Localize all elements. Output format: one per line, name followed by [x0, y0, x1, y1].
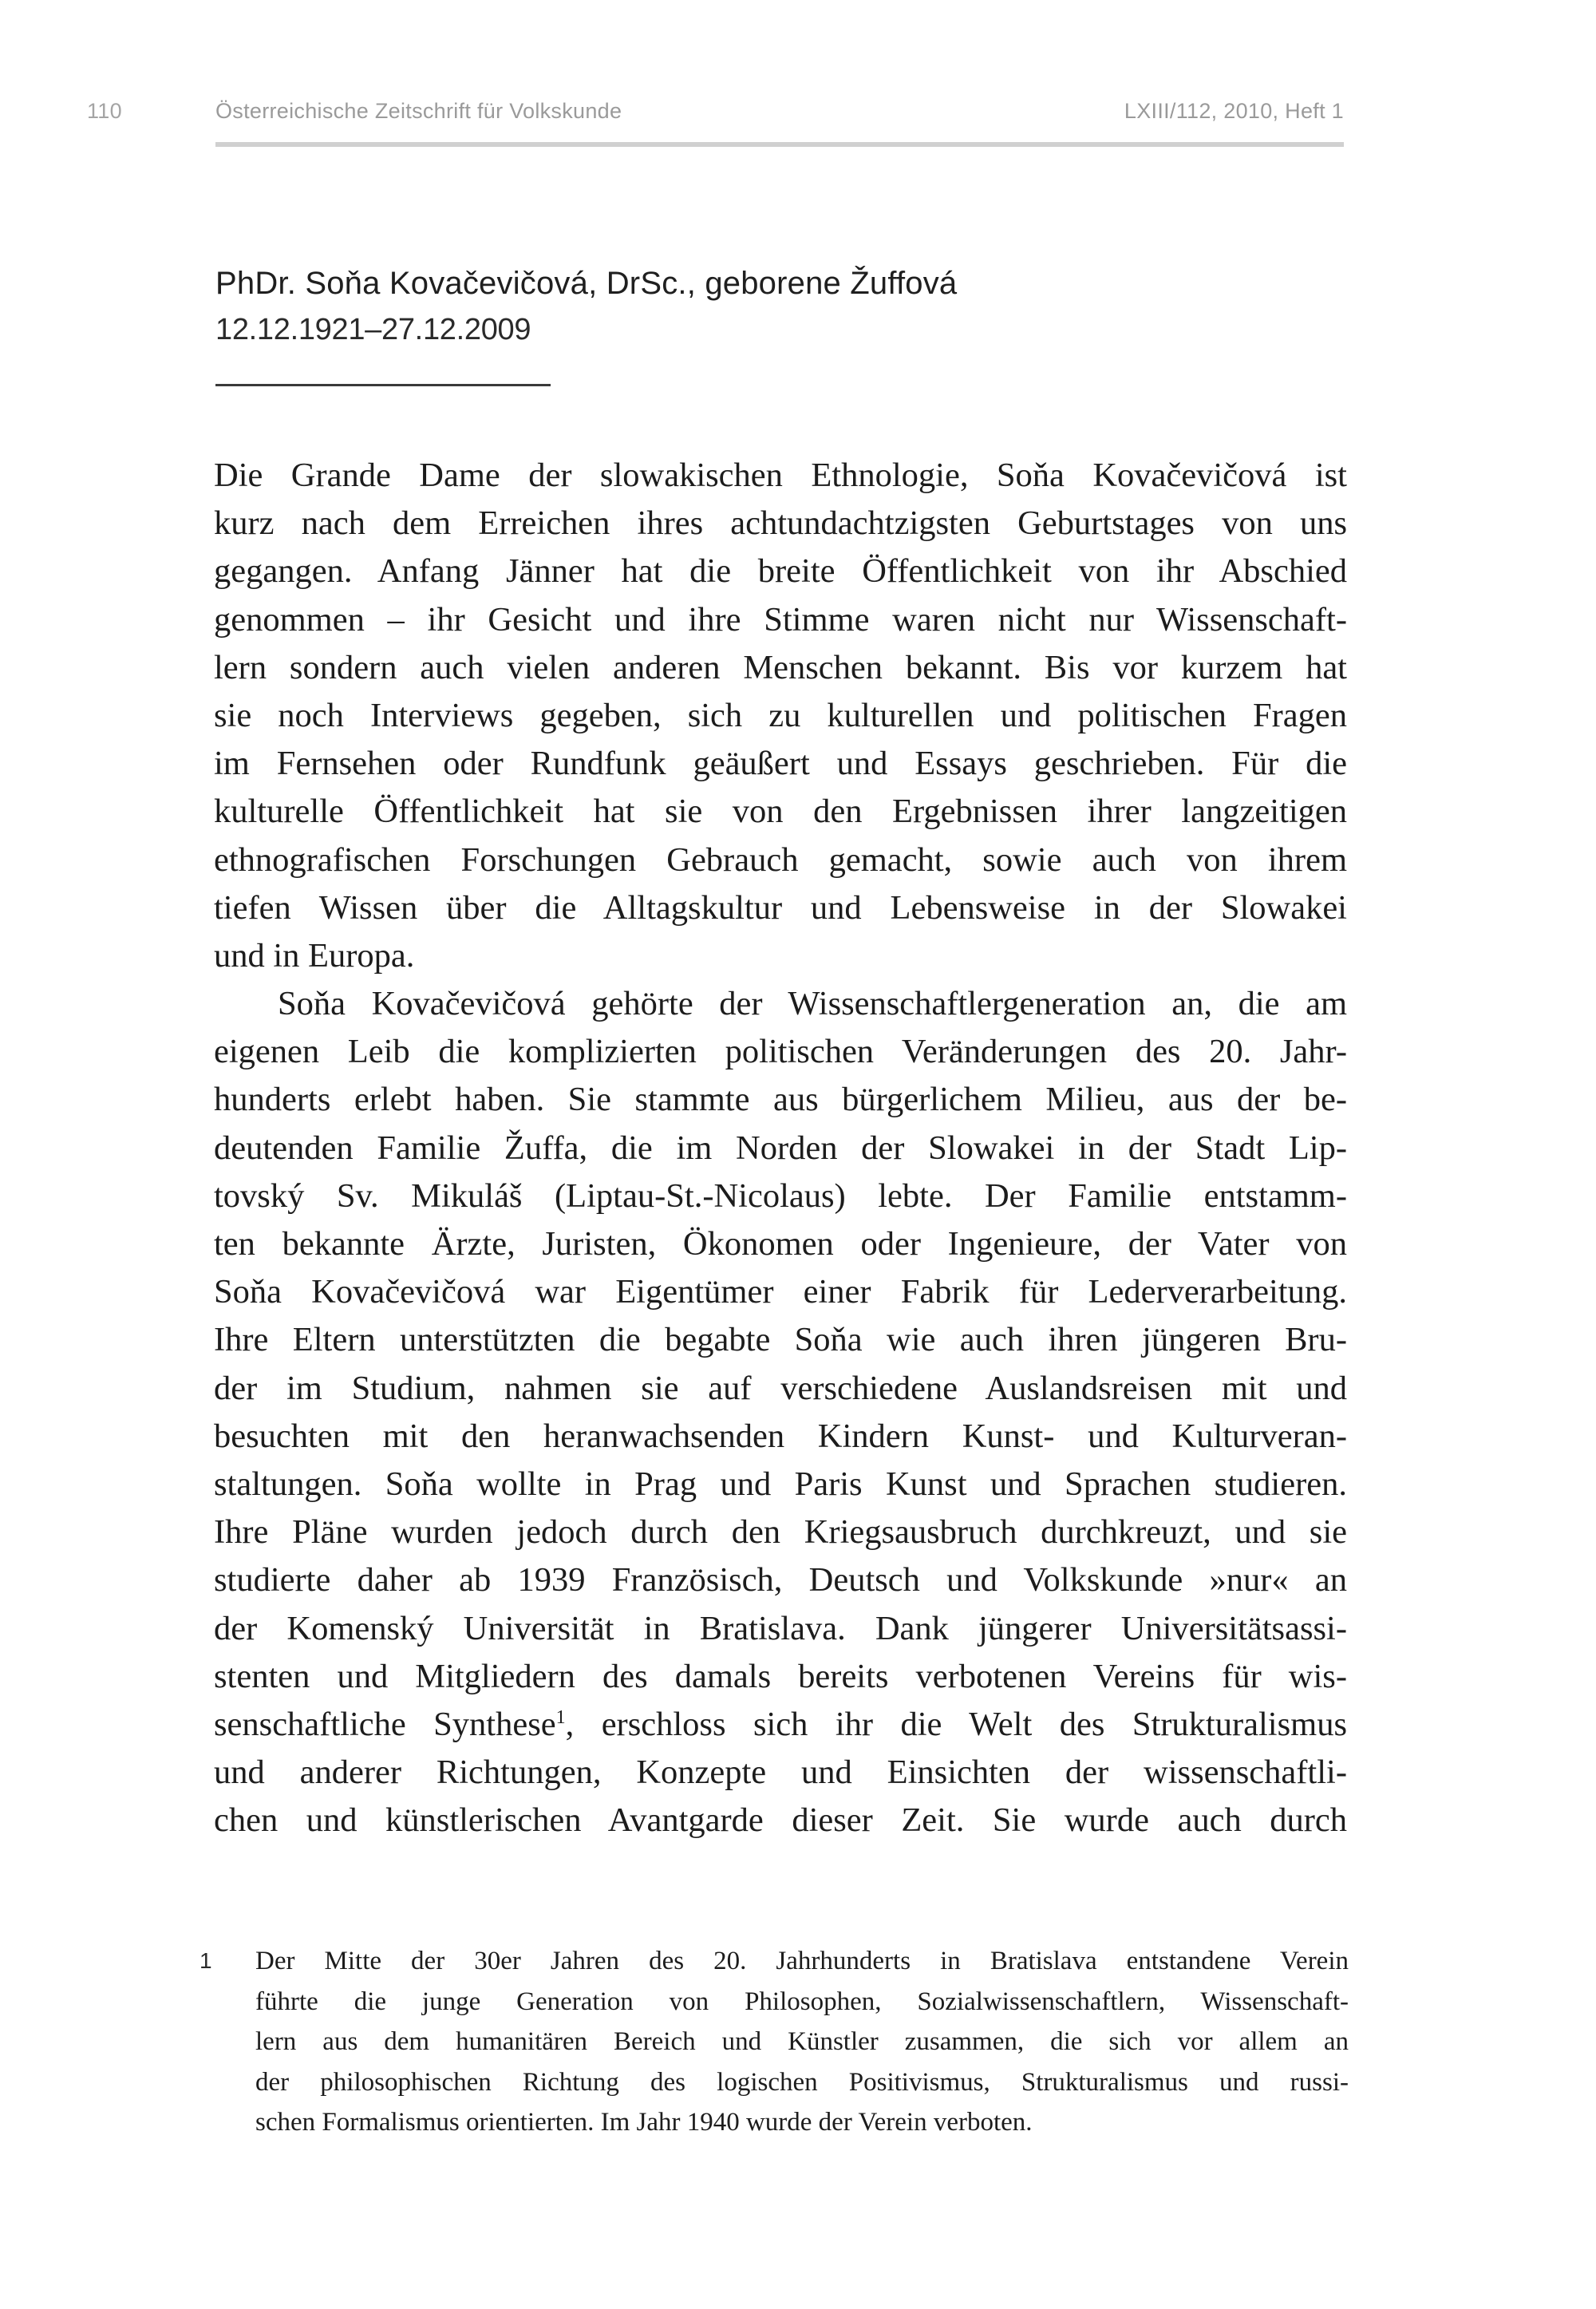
text-line: der Komenský Universität in Bratislava. Dank jüngerer Universitätsassi-	[214, 1609, 1347, 1647]
text-line: sie noch Interviews gegeben, sich zu kulturellen und politischen Fragen	[214, 696, 1347, 734]
text-line: Ihre Eltern unterstützten die begabte Soňa wie auch ihren jüngeren Bru-	[214, 1321, 1347, 1359]
footnote-text	[255, 1941, 1349, 2143]
text-line: studierte daher ab 1939 Französisch, Deutsch und Volkskunde »nur« an	[214, 1561, 1347, 1599]
text-line: besuchten mit den heranwachsenden Kindern Kunst- und Kulturveran-	[214, 1417, 1347, 1455]
page-number: 110	[87, 99, 122, 123]
text-line: Die Grande Dame der slowakischen Ethnologie, Soňa Kovačevičová ist	[214, 457, 1347, 494]
footnote-line: führte die junge Generation von Philosophen, Sozialwissenschaftlern, Wissenschaft-	[255, 1987, 1349, 2016]
footnotes	[195, 1941, 1349, 2143]
text-line: tovský Sv. Mikuláš (Liptau-St.-Nicolaus) lebte. Der Familie entstamm-	[214, 1176, 1347, 1215]
footnote-reference[interactable]: 1	[555, 1706, 566, 1728]
text-line: deutenden Familie Žuffa, die im Norden der Slowakei in der Stadt Lip-	[214, 1129, 1347, 1167]
text-line: hunderts erlebt haben. Sie stammte aus bürgerlichem Milieu, aus der be-	[214, 1081, 1347, 1119]
text-line: chen und künstlerischen Avantgarde dieser Zeit. Sie wurde auch durch	[214, 1801, 1347, 1840]
text-line: eigenen Leib die komplizierten politischen Veränderungen des 20. Jahr-	[214, 1033, 1347, 1071]
text-line: ten bekannte Ärzte, Juristen, Ökonomen oder Ingenieure, der Vater von	[214, 1225, 1347, 1263]
paragraph-2	[214, 980, 1347, 1844]
footnote-line: lern aus dem humanitären Bereich und Künstler zusammen, die sich vor allem an	[255, 2027, 1349, 2056]
footnote-number: 1	[200, 1948, 212, 1973]
footnote-line: schen Formalismus orientierten. Im Jahr 1940 wurde der Verein verboten.	[255, 2108, 1033, 2137]
text-line: Soňa Kovačevičová gehörte der Wissenschaftlergeneration an, die am	[278, 985, 1347, 1023]
text-line: gegangen. Anfang Jänner hat die breite Öffentlichkeit von ihr Abschied	[214, 552, 1347, 591]
text-line: Soňa Kovačevičová war Eigentümer einer Fabrik für Lederverarbeitung.	[214, 1273, 1347, 1311]
text-line: staltungen. Soňa wollte in Prag und Paris Kunst und Sprachen studieren.	[214, 1465, 1347, 1503]
text-line: kulturelle Öffentlichkeit hat sie von den Ergebnissen ihrer langzeitigen	[214, 793, 1347, 831]
text-line: tiefen Wissen über die Alltagskultur und Lebensweise in der Slowakei	[214, 888, 1347, 927]
text-line: kurz nach dem Erreichen ihres achtundachtzigsten Geburtstages von uns	[214, 504, 1347, 543]
article-body	[214, 452, 1347, 1844]
obituary-name: PhDr. Soňa Kovačevičová, DrSc., geborene Žuffová	[215, 266, 958, 301]
text-line-with-footnote	[214, 1701, 1347, 1749]
text-line: im Fernsehen oder Rundfunk geäußert und Essays geschrieben. Für die	[214, 745, 1347, 783]
issue-info: LXIII/112, 2010, Heft 1	[1124, 99, 1344, 123]
text-line: Ihre Pläne wurden jedoch durch den Kriegsausbruch durchkreuzt, und sie	[214, 1513, 1347, 1552]
text-line: stenten und Mitgliedern des damals bereits verbotenen Vereins für wis-	[214, 1657, 1347, 1695]
text-line: ethnografischen Forschungen Gebrauch gemacht, sowie auch von ihrem	[214, 840, 1347, 879]
text-line: genommen – ihr Gesicht und ihre Stimme waren nicht nur Wissenschaft-	[214, 600, 1347, 639]
text-segment: , erschloss sich ihr die Welt des Strukturalismus	[565, 1705, 1347, 1743]
text-line: und in Europa.	[214, 936, 415, 975]
footnote	[195, 1941, 1349, 2143]
running-head	[0, 99, 1596, 131]
header-rule	[215, 142, 1344, 147]
journal-title: Österreichische Zeitschrift für Volkskunde	[215, 99, 622, 123]
footnote-line: Der Mitte der 30er Jahren des 20. Jahrhunderts in Bratislava entstandene Verein	[255, 1947, 1349, 1975]
text-line: lern sondern auch vielen anderen Menschen bekannt. Bis vor kurzem hat	[214, 648, 1347, 686]
title-rule	[215, 384, 551, 386]
obituary-title-block	[215, 260, 957, 353]
paragraph-1	[214, 452, 1347, 980]
text-segment: senschaftliche Synthese	[214, 1705, 556, 1743]
footnote-line: der philosophischen Richtung des logischen Positivismus, Strukturalismus und russi-	[255, 2067, 1349, 2097]
obituary-dates: 12.12.1921–27.12.2009	[215, 313, 531, 346]
text-line: und anderer Richtungen, Konzepte und Einsichten der wissenschaftli-	[214, 1753, 1347, 1792]
text-line: der im Studium, nahmen sie auf verschiedene Auslandsreisen mit und	[214, 1369, 1347, 1407]
